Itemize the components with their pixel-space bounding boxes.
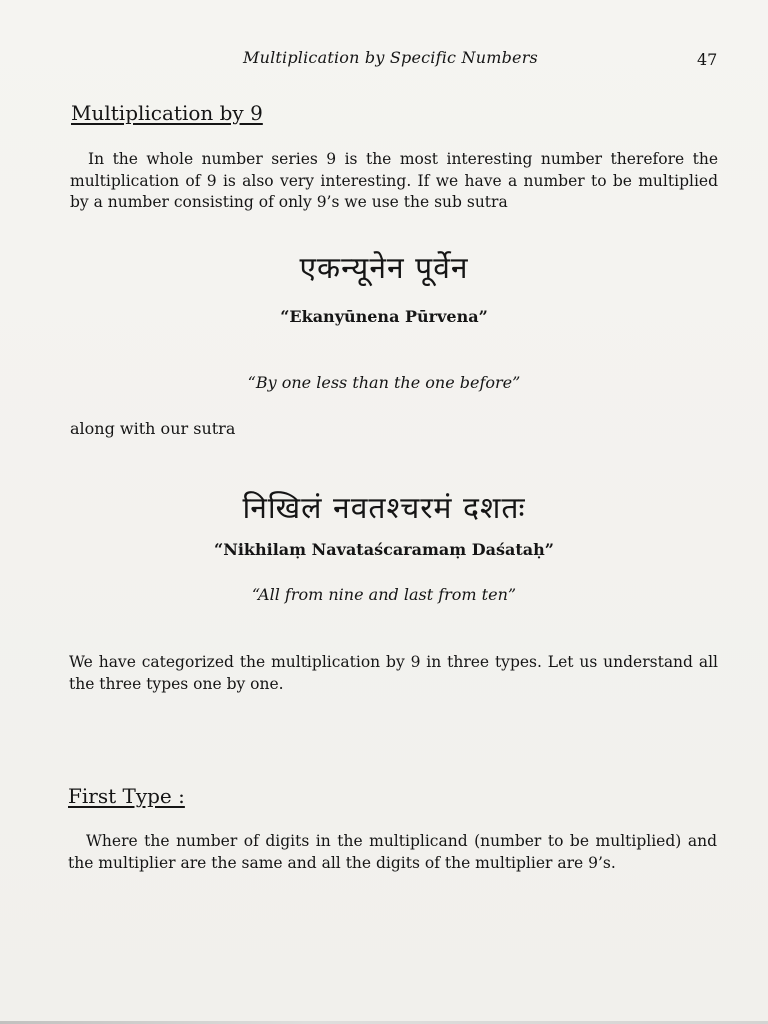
running-header xyxy=(0,48,768,70)
sutra-ekanyunena-meaning: “By one less than the one before” xyxy=(247,373,521,392)
sutra-ekanyunena-devanagari: एकन्यूनेन पूर्वेन xyxy=(299,251,469,286)
first-type-paragraph: Where the number of digits in the multiplicand (number to be multiplied) and the multiplier are the same and all the digits of the multiplier are 9’s. xyxy=(68,832,717,872)
sutra-nikhilam-devanagari: निखिलं नवतश्चरमं दशतः xyxy=(242,491,526,526)
page-number: 47 xyxy=(697,50,718,69)
section-heading-multiplication-by-9: Multiplication by 9 xyxy=(71,101,263,125)
sutra-nikhilam-transliteration: “Nikhilaṃ Navataścaramaṃ Daśataḥ” xyxy=(214,540,554,559)
sutra-nikhilam-meaning: “All from nine and last from ten” xyxy=(251,585,517,604)
sutra-ekanyunena-transliteration: “Ekanyūnena Pūrvena” xyxy=(280,307,488,326)
along-with-text: along with our sutra xyxy=(70,419,236,438)
categorized-paragraph: We have categorized the multiplication by 9 in three types. Let us understand all the three types one by one. xyxy=(69,653,718,693)
section-heading-first-type: First Type : xyxy=(68,784,185,808)
running-header-title: Multiplication by Specific Numbers xyxy=(243,48,538,67)
intro-paragraph: In the whole number series 9 is the most interesting number therefore the multiplication of 9 is also very interesting. If we have a number to be multiplied by a number consisting of only 9’s we use the sub sutra xyxy=(70,150,718,211)
